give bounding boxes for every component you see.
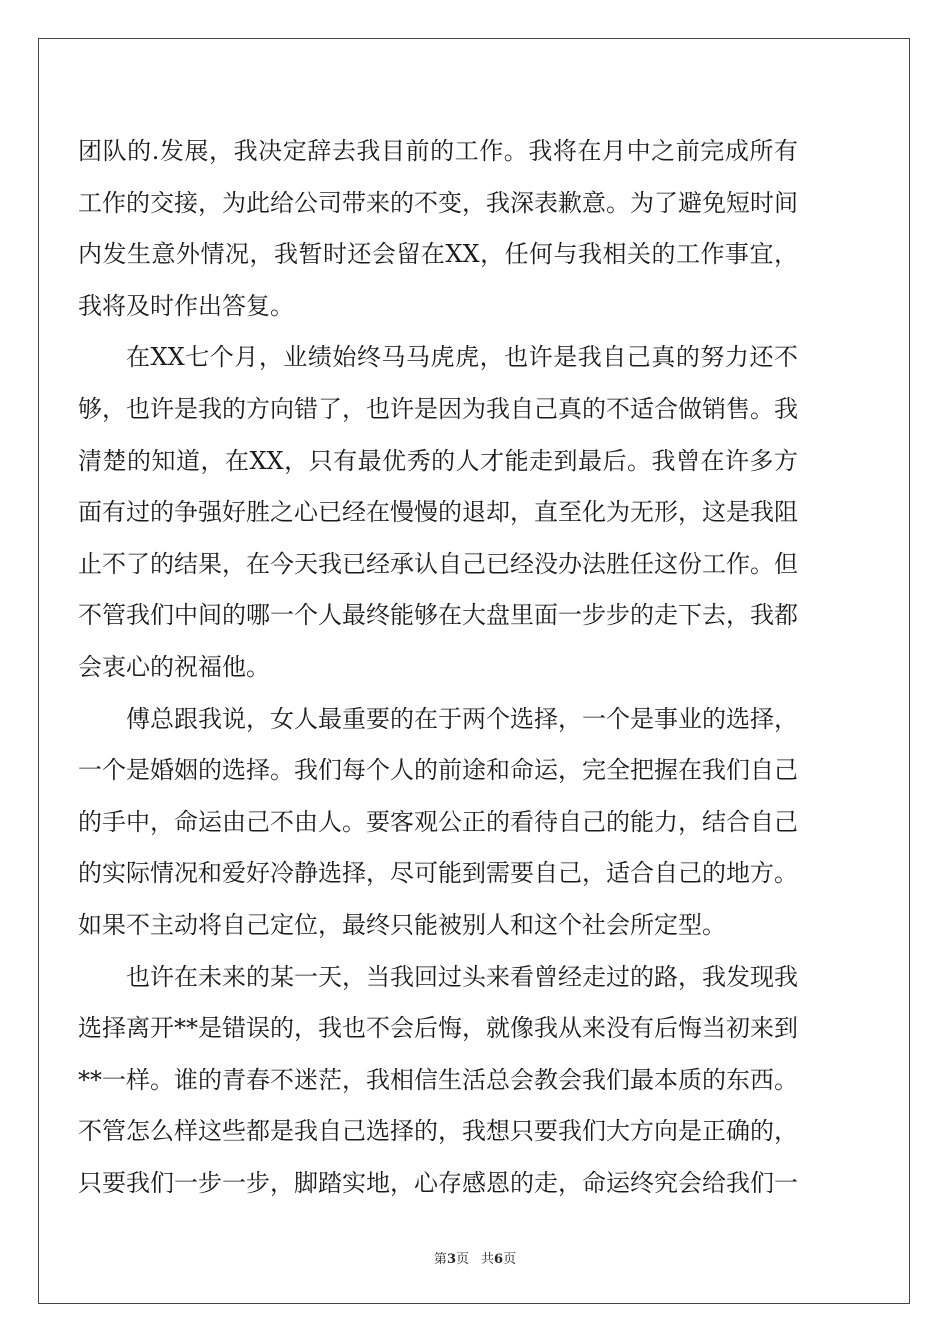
- text-line: 只要我们一步一步，脚踏实地，心存感恩的走，命运终究会给我们一: [78, 1168, 798, 1197]
- document-body: [78, 126, 798, 1209]
- text-line: 的手中，命运由己不由人。要客观公正的看待自己的能力，结合自己: [78, 807, 798, 836]
- text-line: 如果不主动将自己定位，最终只能被别人和这个社会所定型。: [78, 910, 726, 939]
- total-suffix: 页: [503, 1252, 517, 1267]
- text-line: 会衷心的祝福他。: [78, 652, 270, 681]
- text-line: 也许在未来的某一天，当我回过头来看曾经走过的路，我发现我: [126, 962, 798, 991]
- text-line: 不管我们中间的哪一个人最终能够在大盘里面一步步的走下去，我都: [78, 601, 798, 630]
- current-page-number: 3: [446, 1252, 456, 1267]
- text-line: 不管怎么样这些都是我自己选择的，我想只要我们大方向是正确的，: [78, 1117, 798, 1146]
- text-line: 止不了的结果，在今天我已经承认自己已经没办法胜任这份工作。但: [78, 549, 798, 578]
- text-line: 在XX七个月，业绩始终马马虎虎，也许是我自己真的努力还不: [126, 343, 798, 372]
- text-line: 傅总跟我说，女人最重要的在于两个选择，一个是事业的选择，: [126, 704, 798, 733]
- total-prefix: 共: [481, 1252, 495, 1267]
- total-page-number: 6: [494, 1252, 504, 1267]
- page-prefix: 第: [433, 1252, 447, 1267]
- page-footer: [0, 1248, 950, 1267]
- text-line: 一个是婚姻的选择。我们每个人的前途和命运，完全把握在我们自己: [78, 756, 798, 785]
- text-line: 团队的.发展，我决定辞去我目前的工作。我将在月中之前完成所有: [78, 137, 798, 165]
- text-line: **一样。谁的青春不迷茫，我相信生活总会教会我们最本质的东西。: [78, 1065, 798, 1094]
- text-line: 工作的交接，为此给公司带来的不变，我深表歉意。为了避免短时间: [78, 188, 798, 217]
- text-line: 内发生意外情况，我暂时还会留在XX，任何与我相关的工作事宜，: [78, 240, 798, 269]
- text-line: 选择离开**是错误的，我也不会后悔，就像我从来没有后悔当初来到: [78, 1014, 798, 1043]
- page-suffix: 页: [455, 1252, 469, 1267]
- text-line: 够，也许是我的方向错了，也许是因为我自己真的不适合做销售。我: [78, 394, 798, 423]
- text-line: 清楚的知道，在XX，只有最优秀的人才能走到最后。我曾在许多方: [78, 446, 798, 475]
- text-line: 我将及时作出答复。: [78, 291, 294, 320]
- text-line: 的实际情况和爱好冷静选择，尽可能到需要自己，适合自己的地方。: [78, 859, 798, 888]
- text-line: 面有过的争强好胜之心已经在慢慢的退却，直至化为无形，这是我阻: [78, 498, 798, 527]
